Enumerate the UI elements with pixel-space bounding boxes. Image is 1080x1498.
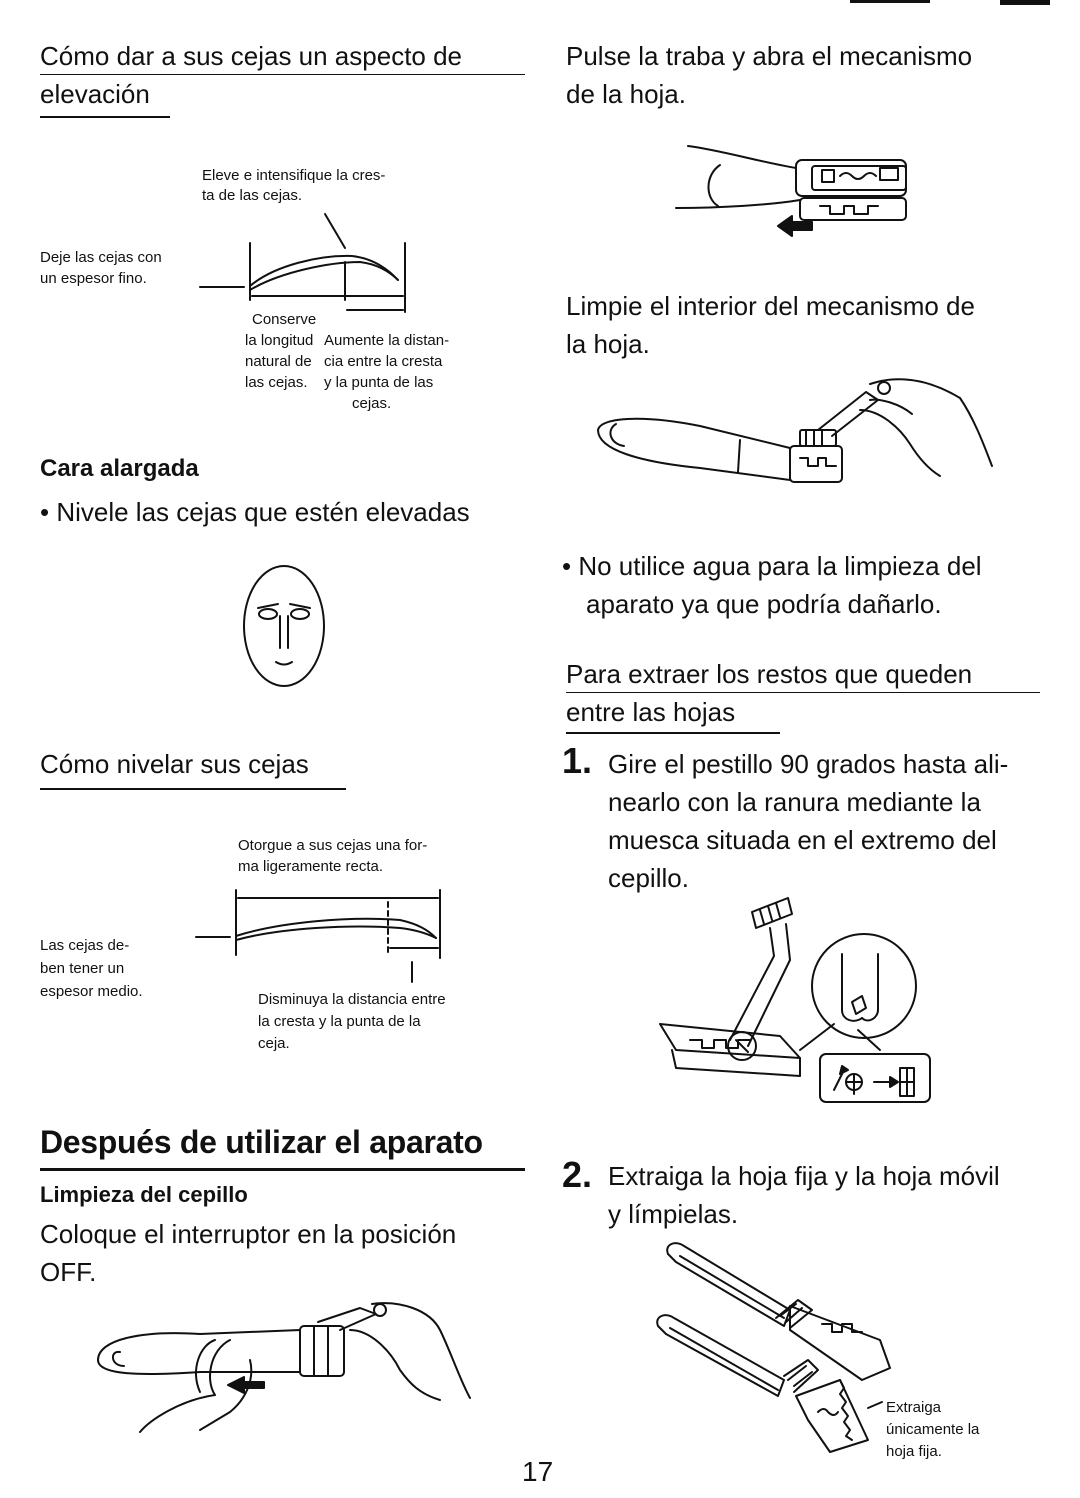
- fig1-right-label: Aumente la distan-: [324, 332, 450, 349]
- limpieza-heading: Limpieza del cepillo: [40, 1182, 248, 1207]
- elevacion-title: Cómo dar a sus cejas un aspecto de: [40, 38, 525, 75]
- step-1-text: Gire el pestillo 90 grados hasta ali-: [608, 749, 1009, 779]
- step-1-number: 1.: [562, 740, 593, 781]
- limpie-text: Limpie el interior del mecanismo de: [566, 291, 975, 321]
- fig1-mid-label: la longitud: [245, 332, 314, 349]
- cara-bullet: • Nivele las cejas que estén elevadas: [40, 497, 470, 527]
- fig1-mid-label: las cejas.: [245, 374, 308, 391]
- step-2-text: Extraiga la hoja fija y la hoja móvil: [608, 1161, 1000, 1191]
- fig2-right-label: ceja.: [258, 1035, 290, 1052]
- fig1-left-label-2: un espesor fino.: [40, 270, 147, 287]
- fig2-right-label: Disminuya la distancia entre: [258, 991, 446, 1008]
- fig2-top-label: Otorgue a sus cejas una for-: [238, 837, 428, 854]
- limpie-text-2: la hoja.: [566, 329, 650, 359]
- extraer-title: Para extraer los restos que queden: [566, 656, 1040, 693]
- fig1-top-label: Eleve e intensifique la cres-: [202, 167, 386, 184]
- pulse-text: Pulse la traba y abra el mecanismo: [566, 41, 973, 71]
- fig1-mid-label: natural de: [245, 353, 312, 370]
- step-1-text: nearlo con la ranura mediante la: [608, 787, 981, 817]
- page-number: 17: [522, 1456, 554, 1487]
- blade-caption: Extraiga: [886, 1399, 942, 1416]
- blade-caption: únicamente la: [886, 1421, 980, 1438]
- elevacion-title-2: elevación: [40, 79, 150, 109]
- fig1-right-label: y la punta de las: [324, 374, 434, 391]
- fig1-left-label: Deje las cejas con: [40, 249, 162, 266]
- pulse-text-2: de la hoja.: [566, 79, 686, 109]
- nivelar-title: Cómo nivelar sus cejas: [40, 749, 309, 779]
- blade-caption: hoja fija.: [886, 1443, 942, 1460]
- fig1-right-label: cia entre la cresta: [324, 353, 443, 370]
- agua-bullet: • No utilice agua para la limpieza del: [562, 551, 982, 581]
- fig2-right-label: la cresta y la punta de la: [258, 1013, 421, 1030]
- limpieza-text-2: OFF.: [40, 1257, 97, 1287]
- step-1-text: cepillo.: [608, 863, 689, 893]
- despues-heading: Después de utilizar el aparato: [40, 1124, 483, 1160]
- cara-heading: Cara alargada: [40, 455, 199, 482]
- limpieza-text: Coloque el interruptor en la posición: [40, 1219, 457, 1249]
- agua-bullet-2: aparato ya que podría dañarlo.: [586, 589, 942, 619]
- step-1-text: muesca situada en el extremo del: [608, 825, 997, 855]
- fig2-top-label-2: ma ligeramente recta.: [238, 858, 384, 875]
- fig1-right-label: cejas.: [352, 395, 392, 412]
- step-2-text-2: y límpielas.: [608, 1199, 739, 1229]
- fig2-left-label: espesor medio.: [40, 983, 143, 1000]
- fig2-left-label: Las cejas de-: [40, 937, 130, 954]
- fig1-mid-label: Conserve: [252, 311, 317, 328]
- step-2-number: 2.: [562, 1154, 593, 1195]
- fig1-top-label-2: ta de las cejas.: [202, 187, 303, 204]
- fig2-left-label: ben tener un: [40, 960, 125, 977]
- extraer-title-2: entre las hojas: [566, 697, 736, 727]
